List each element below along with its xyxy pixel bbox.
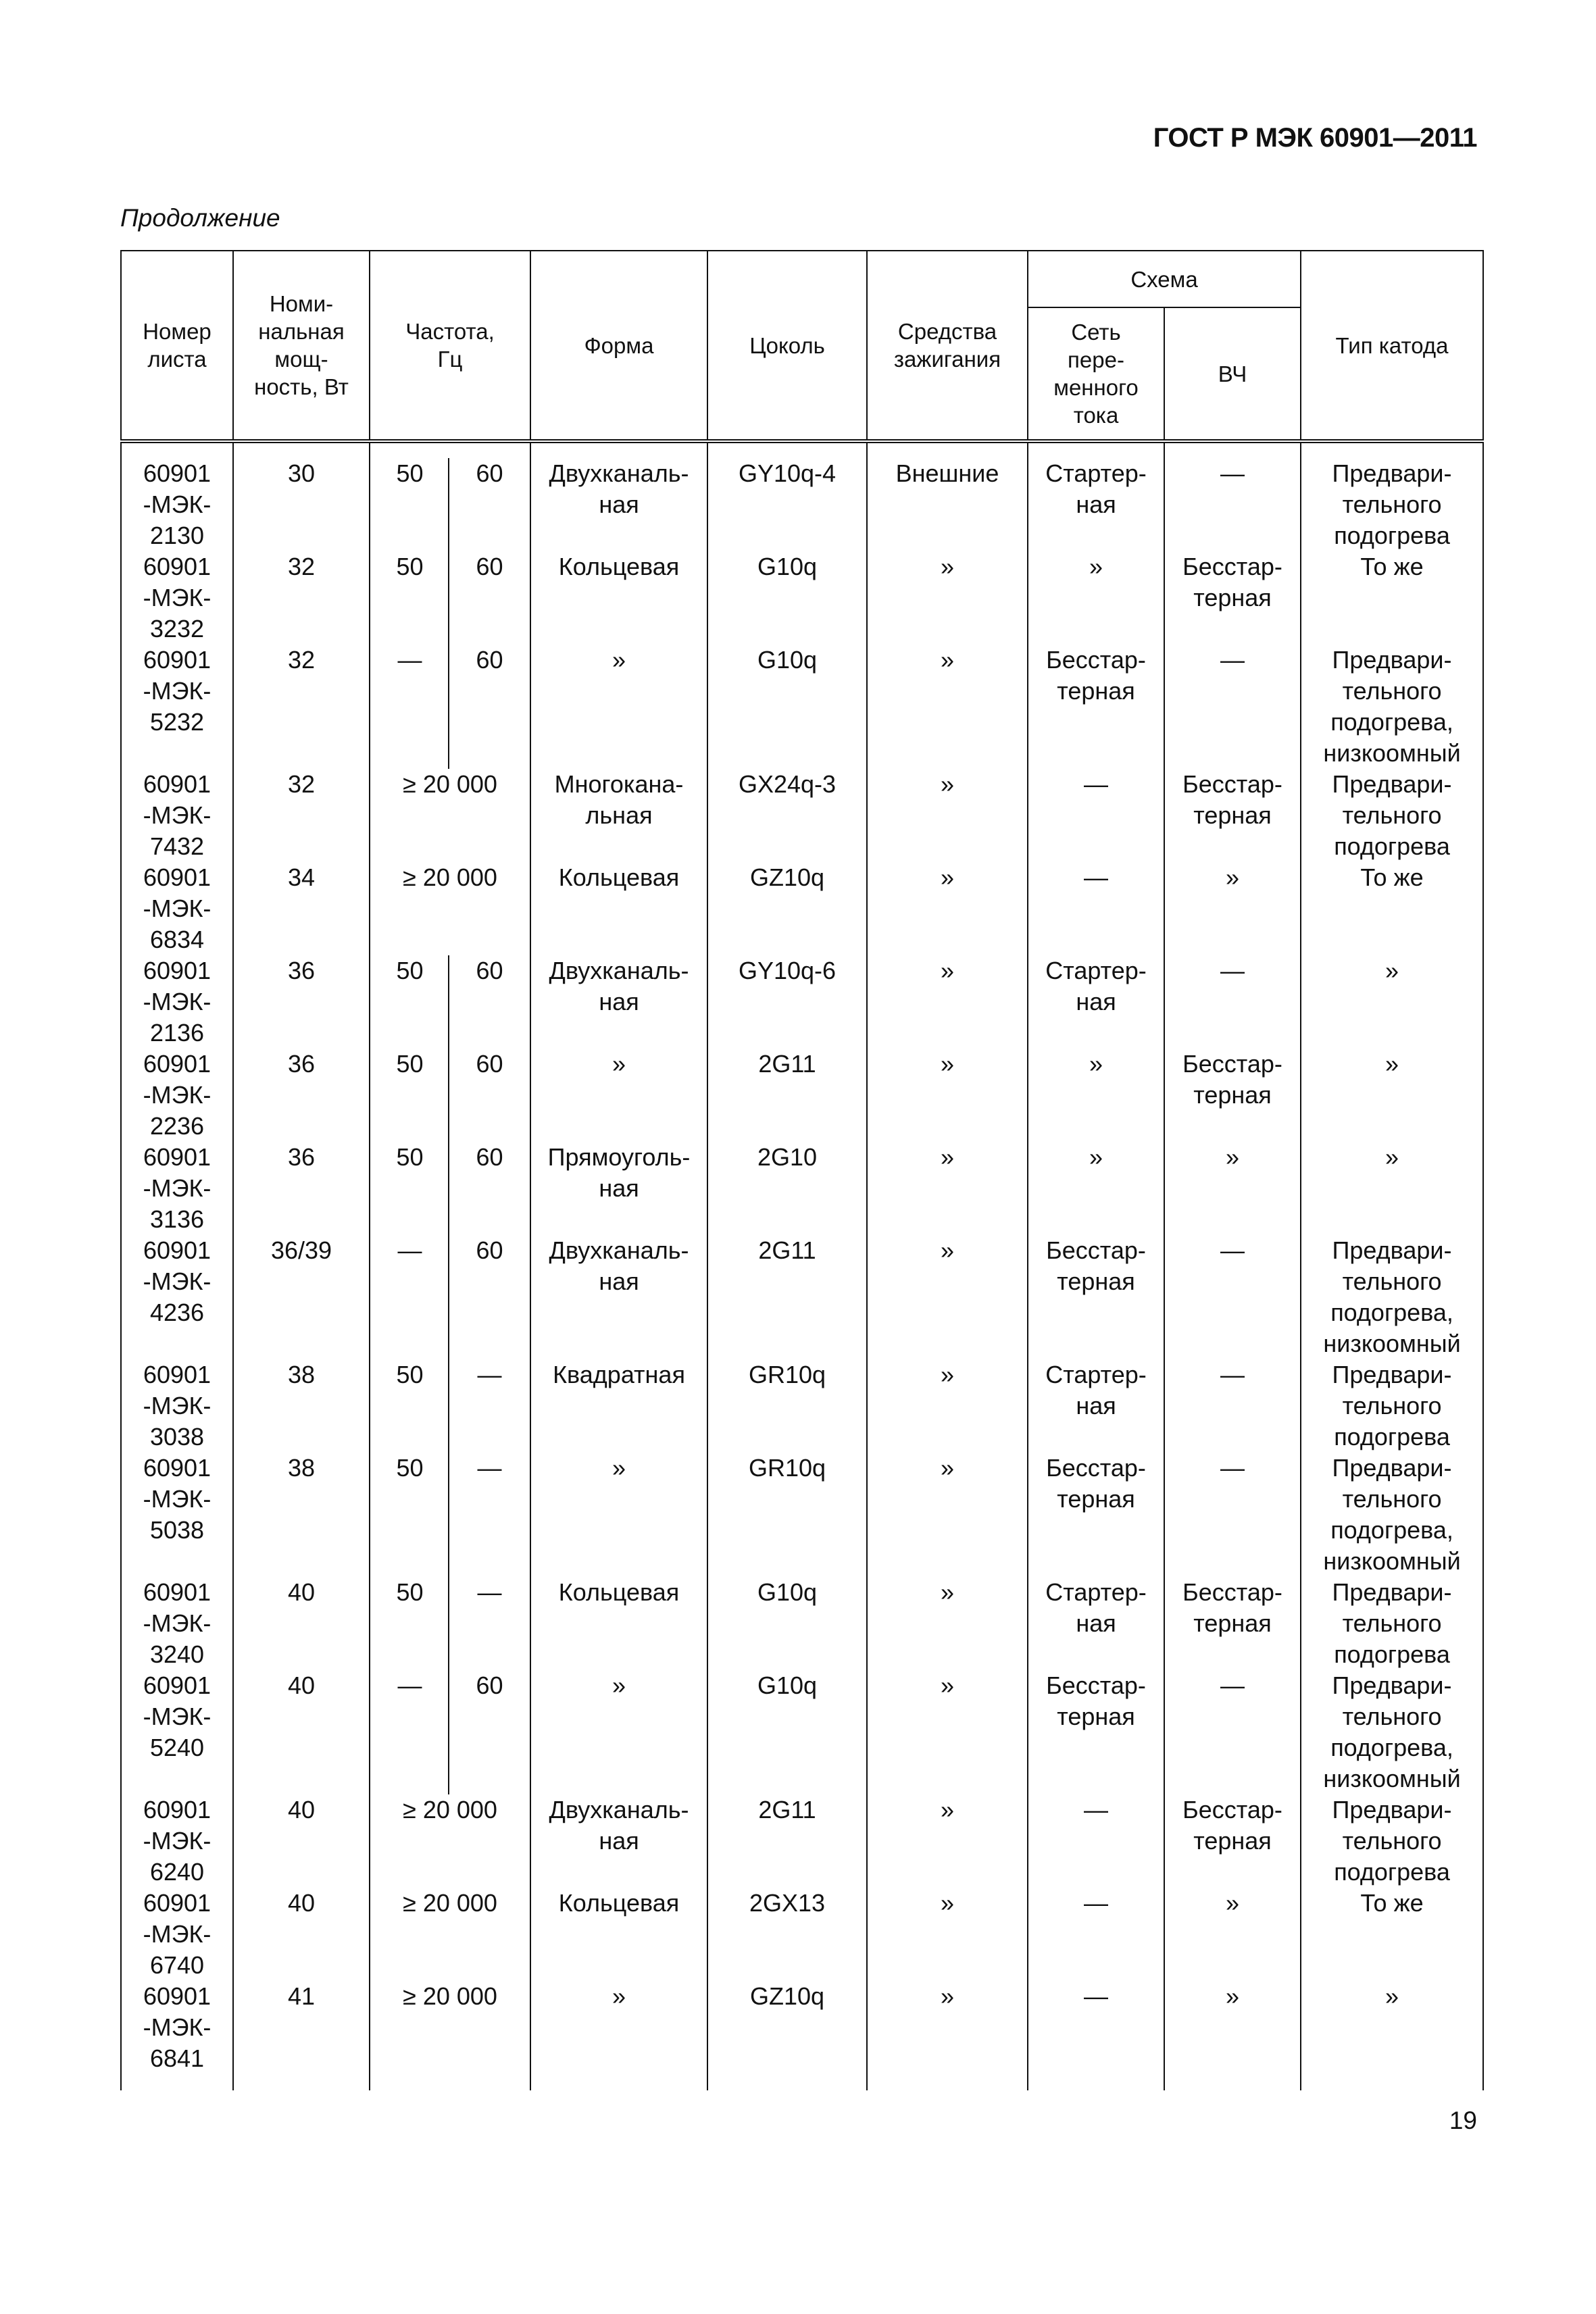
cell-frequency-60: 60 [449, 1049, 530, 1142]
cell-shape: » [530, 1049, 707, 1142]
cell-frequency-60: 60 [449, 645, 530, 769]
cell-frequency-50: 50 [370, 955, 449, 1049]
table-row [121, 1453, 1483, 1577]
cell-scheme-hf: — [1164, 1235, 1301, 1359]
cell-base: GR10q [707, 1453, 867, 1577]
table-row [121, 862, 1483, 955]
cell-base: G10q [707, 1670, 867, 1794]
cell-nominal-power: 36 [233, 955, 370, 1049]
cell-cathode-type: Предвари- тельного подогрева [1301, 1794, 1483, 1888]
cell-base: GZ10q [707, 1981, 867, 2074]
cell-ignition: » [867, 1670, 1028, 1794]
cell-frequency-60: 60 [449, 955, 530, 1049]
cell-ignition: » [867, 1359, 1028, 1453]
cell-frequency-50: 50 [370, 1142, 449, 1235]
cell-cathode-type: » [1301, 1142, 1483, 1235]
cell-sheet-number: 60901 -МЭК- 6841 [121, 1981, 233, 2074]
cell-scheme-hf: — [1164, 1670, 1301, 1794]
header-cathode-type: Тип катода [1301, 251, 1483, 441]
cell-cathode-type: Предвари- тельного подогрева [1301, 458, 1483, 551]
cell-cathode-type: Предвари- тельного подогрева, низкоомный [1301, 645, 1483, 769]
cell-shape: » [530, 645, 707, 769]
cell-scheme-ac: Бесстар- терная [1028, 1453, 1164, 1577]
table-row [121, 1359, 1483, 1453]
cell-nominal-power: 40 [233, 1670, 370, 1794]
cell-scheme-ac: » [1028, 1049, 1164, 1142]
table-row [121, 769, 1483, 862]
cell-frequency-merged: ≥ 20 000 [370, 1794, 530, 1888]
header-sheet-number: Номер листа [121, 251, 233, 441]
cell-scheme-hf: » [1164, 1142, 1301, 1235]
cell-shape: Кольцевая [530, 1888, 707, 1981]
lamp-data-table [120, 250, 1484, 2090]
cell-cathode-type: Предвари- тельного подогрева [1301, 1577, 1483, 1670]
document-code: ГОСТ Р МЭК 60901—2011 [1153, 123, 1477, 153]
cell-shape: Кольцевая [530, 862, 707, 955]
cell-nominal-power: 34 [233, 862, 370, 955]
cell-cathode-type: Предвари- тельного подогрева [1301, 769, 1483, 862]
table-row [121, 645, 1483, 769]
cell-sheet-number: 60901 -МЭК- 3038 [121, 1359, 233, 1453]
cell-sheet-number: 60901 -МЭК- 6740 [121, 1888, 233, 1981]
table-row [121, 1670, 1483, 1794]
table-row [121, 551, 1483, 645]
cell-frequency-60: 60 [449, 1142, 530, 1235]
cell-scheme-ac: — [1028, 1981, 1164, 2074]
cell-shape: Многокана- льная [530, 769, 707, 862]
cell-frequency-50: — [370, 1670, 449, 1794]
table-row [121, 955, 1483, 1049]
cell-cathode-type: Предвари- тельного подогрева [1301, 1359, 1483, 1453]
cell-ignition: » [867, 862, 1028, 955]
cell-frequency-60: — [449, 1577, 530, 1670]
cell-scheme-hf: Бесстар- терная [1164, 1577, 1301, 1670]
header-scheme: Схема [1028, 251, 1301, 307]
cell-cathode-type: » [1301, 1981, 1483, 2074]
table-bottom-spacer [121, 2074, 1483, 2090]
cell-base: G10q [707, 645, 867, 769]
cell-base: 2G11 [707, 1235, 867, 1359]
cell-frequency-50: 50 [370, 1453, 449, 1577]
header-separator-row [121, 441, 1483, 458]
cell-nominal-power: 30 [233, 458, 370, 551]
cell-frequency-merged: ≥ 20 000 [370, 1888, 530, 1981]
cell-sheet-number: 60901 -МЭК- 6240 [121, 1794, 233, 1888]
cell-scheme-hf: — [1164, 645, 1301, 769]
cell-shape: Квадратная [530, 1359, 707, 1453]
cell-scheme-ac: Бесстар- терная [1028, 1235, 1164, 1359]
cell-frequency-50: — [370, 645, 449, 769]
cell-base: 2G11 [707, 1794, 867, 1888]
cell-nominal-power: 32 [233, 645, 370, 769]
cell-ignition: » [867, 551, 1028, 645]
cell-nominal-power: 32 [233, 769, 370, 862]
cell-ignition: » [867, 1453, 1028, 1577]
cell-sheet-number: 60901 -МЭК- 3232 [121, 551, 233, 645]
header-base: Цоколь [707, 251, 867, 441]
cell-ignition: » [867, 955, 1028, 1049]
cell-shape: » [530, 1981, 707, 2074]
cell-shape: Кольцевая [530, 551, 707, 645]
cell-nominal-power: 41 [233, 1981, 370, 2074]
cell-frequency-60: 60 [449, 551, 530, 645]
header-shape: Форма [530, 251, 707, 441]
header-scheme-hf: ВЧ [1164, 307, 1301, 441]
cell-scheme-hf: — [1164, 955, 1301, 1049]
cell-ignition: » [867, 1794, 1028, 1888]
page-number: 19 [1449, 2107, 1477, 2134]
cell-sheet-number: 60901 -МЭК- 5038 [121, 1453, 233, 1577]
cell-shape: Прямоуголь- ная [530, 1142, 707, 1235]
cell-nominal-power: 36 [233, 1049, 370, 1142]
cell-frequency-50: 50 [370, 1049, 449, 1142]
cell-nominal-power: 36 [233, 1142, 370, 1235]
cell-ignition: » [867, 1981, 1028, 2074]
cell-scheme-hf: » [1164, 862, 1301, 955]
cell-frequency-60: 60 [449, 1235, 530, 1359]
cell-ignition: » [867, 1142, 1028, 1235]
cell-scheme-ac: Стартер- ная [1028, 955, 1164, 1049]
continuation-label: Продолжение [120, 204, 280, 232]
cell-shape: Двухканаль- ная [530, 955, 707, 1049]
cell-base: GX24q-3 [707, 769, 867, 862]
cell-cathode-type: Предвари- тельного подогрева, низкоомный [1301, 1453, 1483, 1577]
cell-cathode-type: То же [1301, 1888, 1483, 1981]
cell-sheet-number: 60901 -МЭК- 6834 [121, 862, 233, 955]
cell-scheme-ac: Стартер- ная [1028, 458, 1164, 551]
cell-base: GZ10q [707, 862, 867, 955]
table-row [121, 1235, 1483, 1359]
cell-base: G10q [707, 551, 867, 645]
cell-cathode-type: » [1301, 1049, 1483, 1142]
cell-sheet-number: 60901 -МЭК- 2236 [121, 1049, 233, 1142]
cell-nominal-power: 40 [233, 1888, 370, 1981]
cell-sheet-number: 60901 -МЭК- 2136 [121, 955, 233, 1049]
cell-scheme-hf: » [1164, 1981, 1301, 2074]
cell-scheme-ac: — [1028, 1794, 1164, 1888]
cell-ignition: » [867, 1235, 1028, 1359]
header-ignition: Средства зажигания [867, 251, 1028, 441]
cell-scheme-hf: Бесстар- терная [1164, 769, 1301, 862]
cell-cathode-type: То же [1301, 551, 1483, 645]
table-row [121, 1794, 1483, 1888]
cell-ignition: » [867, 1049, 1028, 1142]
cell-ignition: » [867, 645, 1028, 769]
cell-scheme-ac: Стартер- ная [1028, 1359, 1164, 1453]
cell-shape: Двухканаль- ная [530, 1235, 707, 1359]
cell-scheme-hf: — [1164, 458, 1301, 551]
table-row [121, 1981, 1483, 2074]
cell-sheet-number: 60901 -МЭК- 3136 [121, 1142, 233, 1235]
table-row [121, 1577, 1483, 1670]
header-nominal-power: Номи- нальная мощ- ность, Вт [233, 251, 370, 441]
cell-frequency-merged: ≥ 20 000 [370, 862, 530, 955]
cell-frequency-50: 50 [370, 551, 449, 645]
cell-sheet-number: 60901 -МЭК- 7432 [121, 769, 233, 862]
table-row [121, 458, 1483, 551]
cell-nominal-power: 38 [233, 1359, 370, 1453]
cell-ignition: » [867, 1577, 1028, 1670]
cell-shape: » [530, 1670, 707, 1794]
cell-base: GR10q [707, 1359, 867, 1453]
cell-shape: Двухканаль- ная [530, 458, 707, 551]
cell-sheet-number: 60901 -МЭК- 4236 [121, 1235, 233, 1359]
cell-base: 2G10 [707, 1142, 867, 1235]
cell-scheme-hf: — [1164, 1453, 1301, 1577]
cell-ignition: » [867, 769, 1028, 862]
cell-cathode-type: То же [1301, 862, 1483, 955]
table-row [121, 1049, 1483, 1142]
cell-scheme-hf: — [1164, 1359, 1301, 1453]
cell-cathode-type: Предвари- тельного подогрева, низкоомный [1301, 1670, 1483, 1794]
cell-base: 2G11 [707, 1049, 867, 1142]
cell-shape: » [530, 1453, 707, 1577]
cell-scheme-ac: — [1028, 1888, 1164, 1981]
cell-cathode-type: Предвари- тельного подогрева, низкоомный [1301, 1235, 1483, 1359]
cell-base: GY10q-6 [707, 955, 867, 1049]
cell-frequency-50: — [370, 1235, 449, 1359]
cell-scheme-ac: » [1028, 1142, 1164, 1235]
cell-frequency-60: — [449, 1453, 530, 1577]
cell-nominal-power: 40 [233, 1794, 370, 1888]
cell-scheme-hf: Бесстар- терная [1164, 1049, 1301, 1142]
cell-shape: Двухканаль- ная [530, 1794, 707, 1888]
cell-ignition: Внешние [867, 458, 1028, 551]
cell-frequency-merged: ≥ 20 000 [370, 769, 530, 862]
cell-scheme-hf: Бесстар- терная [1164, 1794, 1301, 1888]
cell-frequency-60: — [449, 1359, 530, 1453]
cell-frequency-60: 60 [449, 458, 530, 551]
cell-cathode-type: » [1301, 955, 1483, 1049]
cell-ignition: » [867, 1888, 1028, 1981]
cell-frequency-60: 60 [449, 1670, 530, 1794]
header-frequency: Частота, Гц [370, 251, 530, 441]
cell-nominal-power: 32 [233, 551, 370, 645]
cell-scheme-ac: Бесстар- терная [1028, 645, 1164, 769]
lamp-data-table-wrapper [120, 250, 1482, 2092]
cell-base: GY10q-4 [707, 458, 867, 551]
cell-sheet-number: 60901 -МЭК- 2130 [121, 458, 233, 551]
cell-scheme-hf: Бесстар- терная [1164, 551, 1301, 645]
cell-scheme-ac: Стартер- ная [1028, 1577, 1164, 1670]
cell-sheet-number: 60901 -МЭК- 5240 [121, 1670, 233, 1794]
cell-frequency-50: 50 [370, 458, 449, 551]
cell-sheet-number: 60901 -МЭК- 5232 [121, 645, 233, 769]
cell-scheme-ac: » [1028, 551, 1164, 645]
cell-shape: Кольцевая [530, 1577, 707, 1670]
table-row [121, 1888, 1483, 1981]
cell-nominal-power: 36/39 [233, 1235, 370, 1359]
cell-frequency-50: 50 [370, 1359, 449, 1453]
cell-sheet-number: 60901 -МЭК- 3240 [121, 1577, 233, 1670]
cell-nominal-power: 38 [233, 1453, 370, 1577]
cell-frequency-50: 50 [370, 1577, 449, 1670]
table-body [121, 441, 1483, 2090]
table-row [121, 1142, 1483, 1235]
cell-base: 2GX13 [707, 1888, 867, 1981]
cell-scheme-ac: — [1028, 769, 1164, 862]
cell-base: G10q [707, 1577, 867, 1670]
cell-scheme-ac: Бесстар- терная [1028, 1670, 1164, 1794]
header-scheme-ac: Сеть пере- менного тока [1028, 307, 1164, 441]
cell-scheme-ac: — [1028, 862, 1164, 955]
cell-nominal-power: 40 [233, 1577, 370, 1670]
cell-frequency-merged: ≥ 20 000 [370, 1981, 530, 2074]
cell-scheme-hf: » [1164, 1888, 1301, 1981]
